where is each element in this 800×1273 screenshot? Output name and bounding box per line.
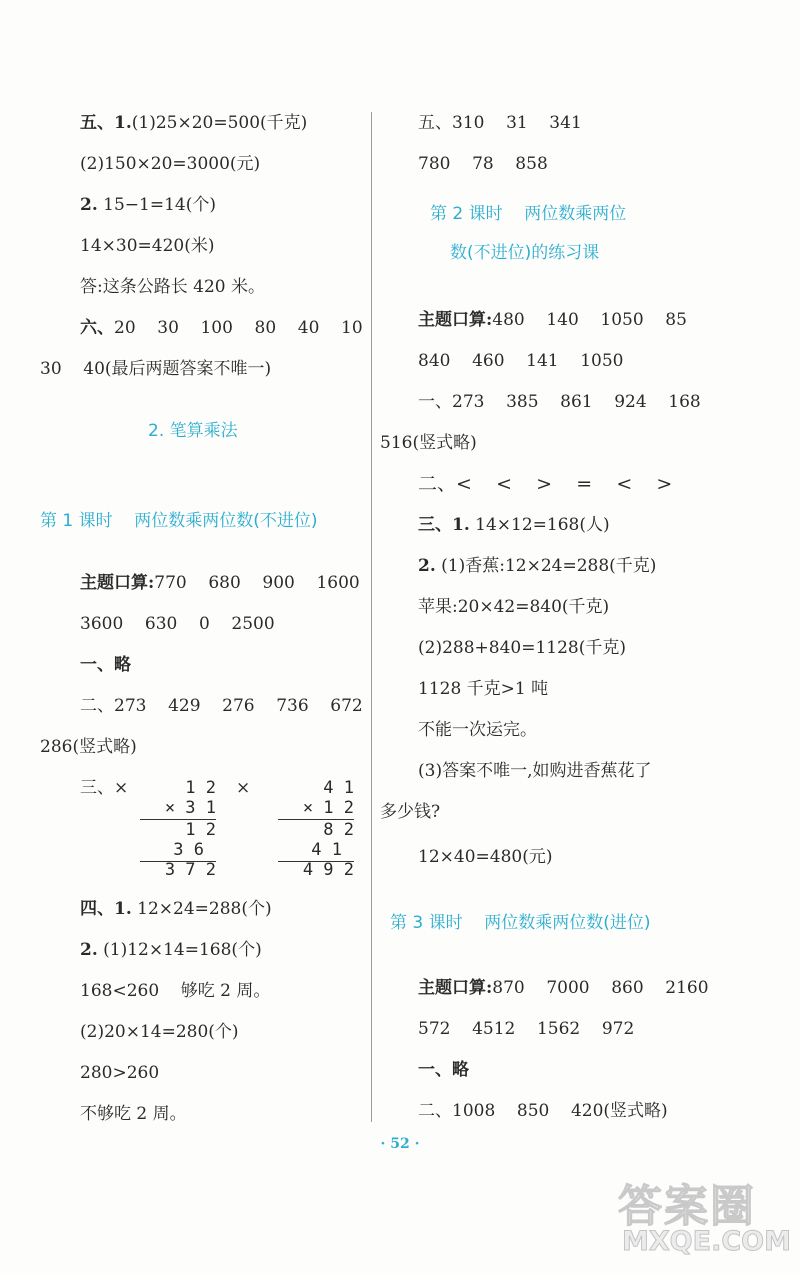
left-line-16: 168<260 够吃 2 周。 <box>80 981 271 1001</box>
right-line-16: 12×40=480(元) <box>418 847 553 867</box>
vm1-product: 3 7 2 <box>164 860 216 880</box>
right-line-20: 二、1008 850 420(竖式略) <box>418 1101 668 1121</box>
left-line-13: 三、× <box>80 778 129 798</box>
page-number: · 52 · <box>380 1136 420 1152</box>
column-divider <box>371 112 372 1122</box>
right-line-18: 572 4512 1562 972 <box>418 1019 635 1039</box>
left-line-10: 一、略 <box>80 655 131 675</box>
right-line-17: 主题口算:870 7000 860 2160 <box>418 978 709 998</box>
right-line-9: 2. (1)香蕉:12×24=288(千克) <box>418 556 657 576</box>
right-line-15: 多少钱? <box>380 802 441 822</box>
left-line-1: 五、1.(1)25×20=500(千克) <box>80 113 308 133</box>
left-line-18: 280>260 <box>80 1063 160 1083</box>
cross-mark: × <box>236 778 251 798</box>
left-line-3: 2. 15−1=14(个) <box>80 195 216 215</box>
right-line-13: 不能一次运完。 <box>418 720 537 740</box>
right-line-8: 三、1. 14×12=168(人) <box>418 515 610 535</box>
vm1-partial-2: 3 6 <box>173 840 204 860</box>
left-line-9: 3600 630 0 2500 <box>80 614 275 634</box>
right-line-14: (3)答案不唯一,如购进香蕉花了 <box>418 761 652 781</box>
left-line-19: 不够吃 2 周。 <box>80 1104 187 1124</box>
watermark-chinese: 答案圈 <box>618 1181 756 1232</box>
vertical-multiplication-1 <box>136 778 216 878</box>
left-line-6: 六、20 30 100 80 40 10 <box>80 318 363 338</box>
vm1-multiplier: × 3 1 <box>164 798 216 818</box>
right-line-7: 二、< < > = < > <box>418 473 673 495</box>
lesson-1-heading: 第 1 课时 两位数乘两位数(不进位) <box>40 511 318 531</box>
right-line-5: 一、273 385 861 924 168 <box>418 392 701 412</box>
right-line-3: 主题口算:480 140 1050 85 <box>418 310 687 330</box>
right-line-11: (2)288+840=1128(千克) <box>418 638 626 658</box>
left-line-8: 主题口算:770 680 900 1600 <box>80 573 360 593</box>
right-line-12: 1128 千克>1 吨 <box>418 679 549 699</box>
vm2-multiplier: × 1 2 <box>302 798 354 818</box>
right-line-19: 一、略 <box>418 1060 469 1080</box>
right-line-2: 780 78 858 <box>418 154 548 174</box>
left-line-14: 四、1. 12×24=288(个) <box>80 899 272 919</box>
left-line-12: 286(竖式略) <box>40 737 137 757</box>
left-line-2: (2)150×20=3000(元) <box>80 154 261 174</box>
vm1-partial-1: 1 2 <box>185 820 216 840</box>
right-line-1: 五、310 31 341 <box>418 113 582 133</box>
watermark-logo <box>618 1170 791 1265</box>
left-line-11: 二、273 429 276 736 672 <box>80 696 363 716</box>
lesson-2-heading-line-2: 数(不进位)的练习课 <box>450 243 600 263</box>
right-line-6: 516(竖式略) <box>380 433 477 453</box>
lesson-2-heading-line-1: 第 2 课时 两位数乘两位 <box>430 204 627 224</box>
right-line-10: 苹果:20×42=840(千克) <box>418 597 610 617</box>
left-line-5: 答:这条公路长 420 米。 <box>80 277 265 297</box>
vm2-multiplicand: 4 1 <box>323 778 354 798</box>
vm2-partial-2: 4 1 <box>311 840 342 860</box>
vm2-partial-1: 8 2 <box>323 820 354 840</box>
left-line-17: (2)20×14=280(个) <box>80 1022 239 1042</box>
right-line-4: 840 460 141 1050 <box>418 351 624 371</box>
left-line-15: 2. (1)12×14=168(个) <box>80 940 262 960</box>
watermark-site: MXQE.COM <box>622 1226 791 1257</box>
lesson-3-heading: 第 3 课时 两位数乘两位数(进位) <box>390 913 651 933</box>
left-line-4: 14×30=420(米) <box>80 236 215 256</box>
vertical-multiplication-2 <box>274 778 354 878</box>
left-line-7: 30 40(最后两题答案不唯一) <box>40 359 272 379</box>
vm1-multiplicand: 1 2 <box>185 778 216 798</box>
section-heading: 2. 笔算乘法 <box>148 421 238 441</box>
vm2-product: 4 9 2 <box>302 860 354 880</box>
